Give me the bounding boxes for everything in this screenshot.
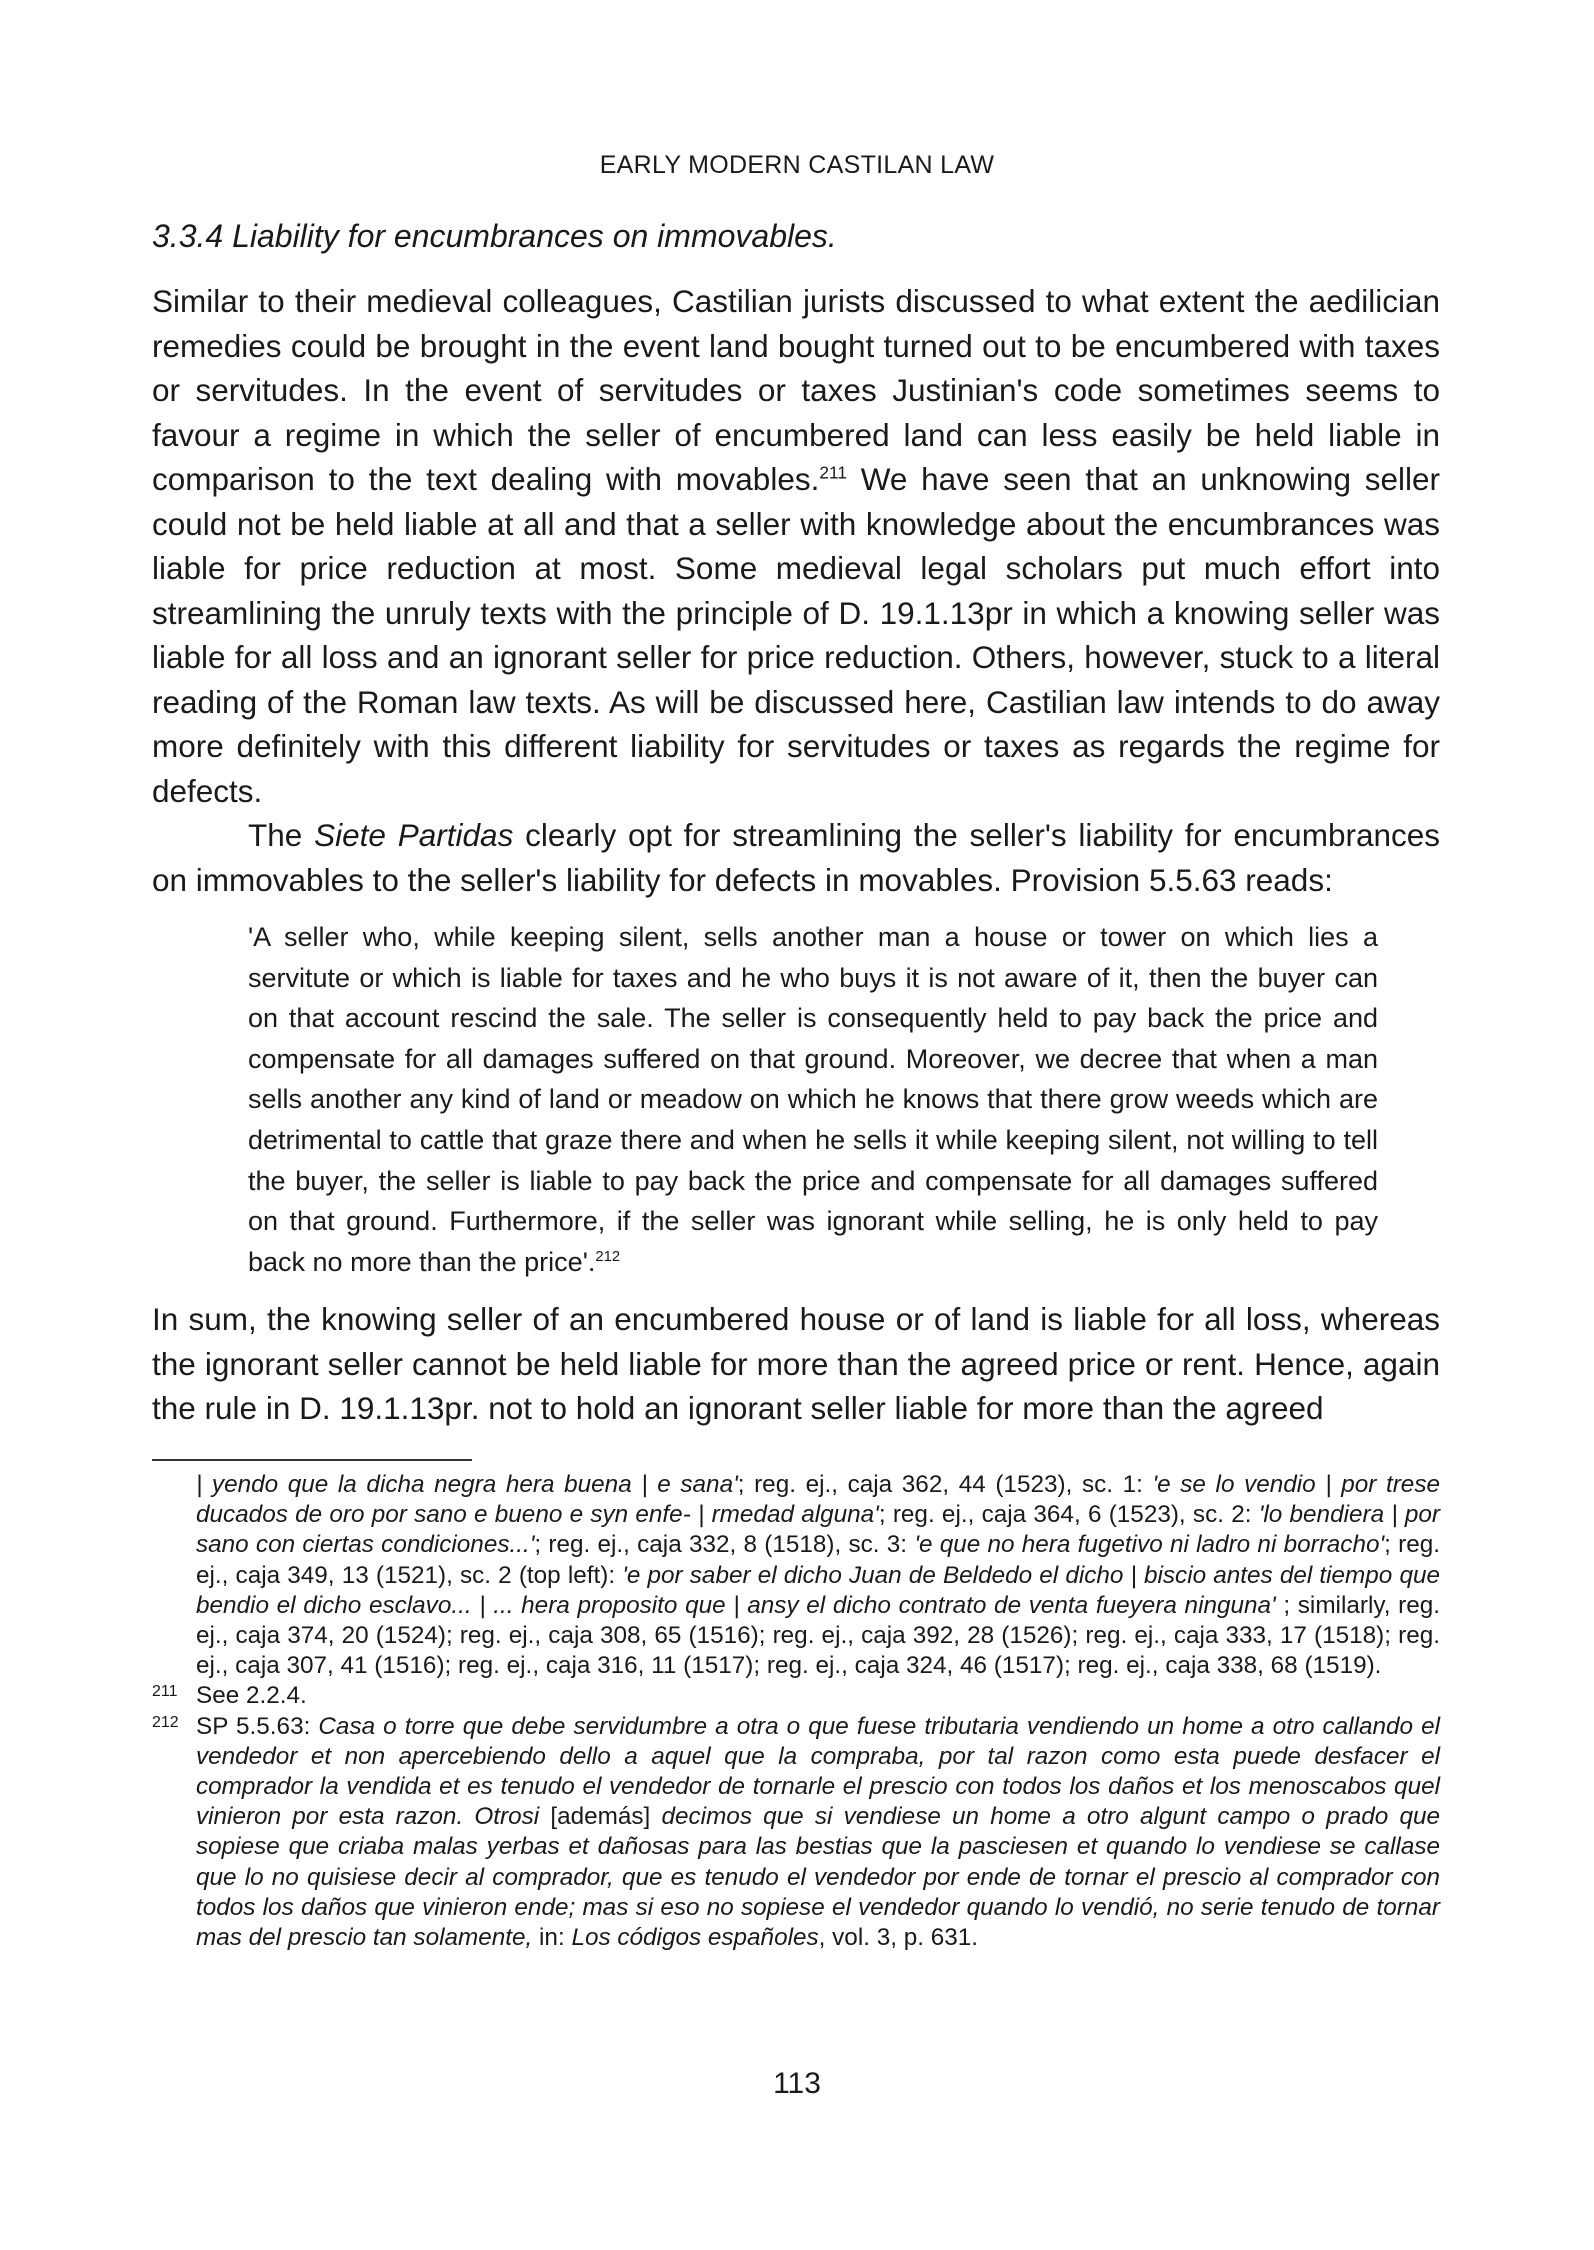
quote-fragment: | yendo que la dicha negra hera buena | e sana' [196,1471,738,1498]
work-title: Los códigos españoles [571,1924,819,1952]
footnote-212 [152,1712,1440,1954]
footnote-text [196,1470,1440,1681]
citation: ; reg. ej., caja 349, 13 (1521), sc. 2 (top left): [196,1531,1440,1589]
citation: SP 5.5.63: [196,1712,319,1740]
citation: , vol. 3, p. 631. [818,1924,979,1952]
paragraph-text: clearly opt for streamlining the seller's liability for encumbrances on immovables to the seller's liability for defects in movables. Provision 5.5.63 reads: [152,817,1441,898]
running-header: EARLY MODERN CASTILAN LAW [599,151,995,179]
paragraph-1 [152,279,1440,813]
paragraph-3: In sum, the knowing seller of an encumbered house or of land is liable for all loss, whereas the ignorant seller cannot be held liable for more than the agreed price or rent. Hence, again the rule in D. 19.1.13pr. not to hold an ignorant seller liable for more than the agreed [152,1301,1440,1426]
citation: ; reg. ej., caja 364, 6 (1523), sc. 2: [878,1501,1259,1529]
quote-fragment: decimos que si vendiese un home a otro algunt campo o prado que sopiese que criaba malas yerbas et dañosas para las bestias que la pasciesen et quando lo vendiese se callase que lo no quisiese decir al comprador, que es tenudo el vendedor por ende de tornar el prescio al comprador con todos los daños que vinieron ende; mas si eso no sopiese el vendedor quando lo vendió, no serie tenudo de tornar mas del prescio tan solamente, [196,1803,1440,1952]
citation: in: [532,1924,572,1952]
footnote-mark: 211 [152,1683,178,1701]
quote-fragment: 'e que no hera fugetivo ni ladro ni borracho' [914,1531,1385,1559]
paragraph-text: Similar to their medieval colleagues, Castilian jurists discussed to what extent the aedilician remedies could be brought in the event land bought turned out to be encumbered with taxes or servitudes. In the event of servitudes or taxes Justinian's code sometimes seems to favour a regime in which the seller of encumbered land can less easily be held liable in comparison to the text dealing with movables. [152,283,1440,497]
page-number: 113 [773,2067,821,2100]
work-title: Siete Partidas [314,817,514,853]
paragraph-2 [152,813,1440,902]
footnote-211 [152,1681,1440,1711]
citation: ; reg. ej., caja 332, 8 (1518), sc. 3: [534,1531,915,1559]
paragraph-text: We have seen that an unknowing seller could not be held liable at all and that a seller with knowledge about the encumbrances was liable for price reduction at most. Some medieval legal scholars put much effort into streamlining the unruly texts with the principle of D. 19.1.13pr in which a knowing seller was liable for all loss and an ignorant seller for price reduction. Others, however, stuck to a literal reading of the Roman law texts. As will be discussed here, Castilian law intends to do away more definitely with this different liability for servitudes or taxes as regards the regime for defects. [152,461,1440,809]
quote-text: 'A seller who, while keeping silent, sells another man a house or tower on which lies a servitute or which is liable for taxes and he who buys it is not aware of it, then the buyer can on that account rescind the sale. The seller is consequently held to pay back the price and compensate for all damages suffered on that ground. Moreover, we decree that when a man sells another any kind of land or meadow on which he knows that there grow weeds which are detrimental to cattle that graze there and when he sells it while keeping silent, not willing to tell the buyer, the seller is liable to pay back the price and compensate for all damages suffered on that ground. Furthermore, if the seller was ignorant while selling, he is only held to pay back no more than the price'. [248,922,1378,1277]
footnote-reference: 211 [819,462,847,483]
footnotes [152,1470,1440,1953]
quote-fragment: 'e se lo vendio | por trese ducados de oro por sano e bueno e syn enfe- | rmedad alguna' [196,1471,1440,1529]
footnote-reference: 212 [595,1248,621,1265]
block-quote [248,917,1378,1282]
quote-fragment: 'lo bendiera | por sano con ciertas condiciones...' [196,1501,1441,1559]
footnote-separator [152,1459,472,1461]
citation: ; reg. ej., caja 362, 44 (1523), sc. 1: [737,1471,1153,1498]
body-paragraph [152,1297,1440,1431]
footnote-continued [152,1470,1440,1681]
body-paragraph [152,279,1440,902]
quote-fragment: Casa o torre que debe servidumbre a otra o que fuese tributaria vendiendo un home a otro callando el vendedor et non apercebiendo dello a aquel que la compraba, por tal razon como esta puede desfacer el comprador la vendida et es tenudo el vendedor de tornarle el prescio con todos los daños et los menoscabos quel vinieron por esta razon. Otrosi [196,1712,1440,1831]
section-heading: 3.3.4 Liability for encumbrances on immovables. [152,218,837,254]
citation: ; similarly, reg. ej., caja 374, 20 (1524); reg. ej., caja 308, 65 (1516); reg. ej., caja 392, 28 (1526); reg. ej., caja 333, 17 (1518); reg. ej., caja 307, 41 (1516); reg. ej., caja 316, 11 (1517); reg. ej., caja 324, 46 (1517); reg. ej., caja 338, 68 (1519). [196,1591,1440,1680]
footnote-text [196,1712,1440,1954]
paragraph-text: The [248,817,315,853]
quote-fragment: 'e por saber el dicho Juan de Beldedo el dicho | biscio antes del tiempo que bendio el dicho esclavo... | ... hera proposito que | ansy el dicho contrato de venta fueyera ninguna' [196,1561,1441,1619]
citation: [además] [539,1803,662,1831]
footnote-text: See 2.2.4. [196,1682,307,1710]
footnote-mark: 212 [152,1713,179,1731]
